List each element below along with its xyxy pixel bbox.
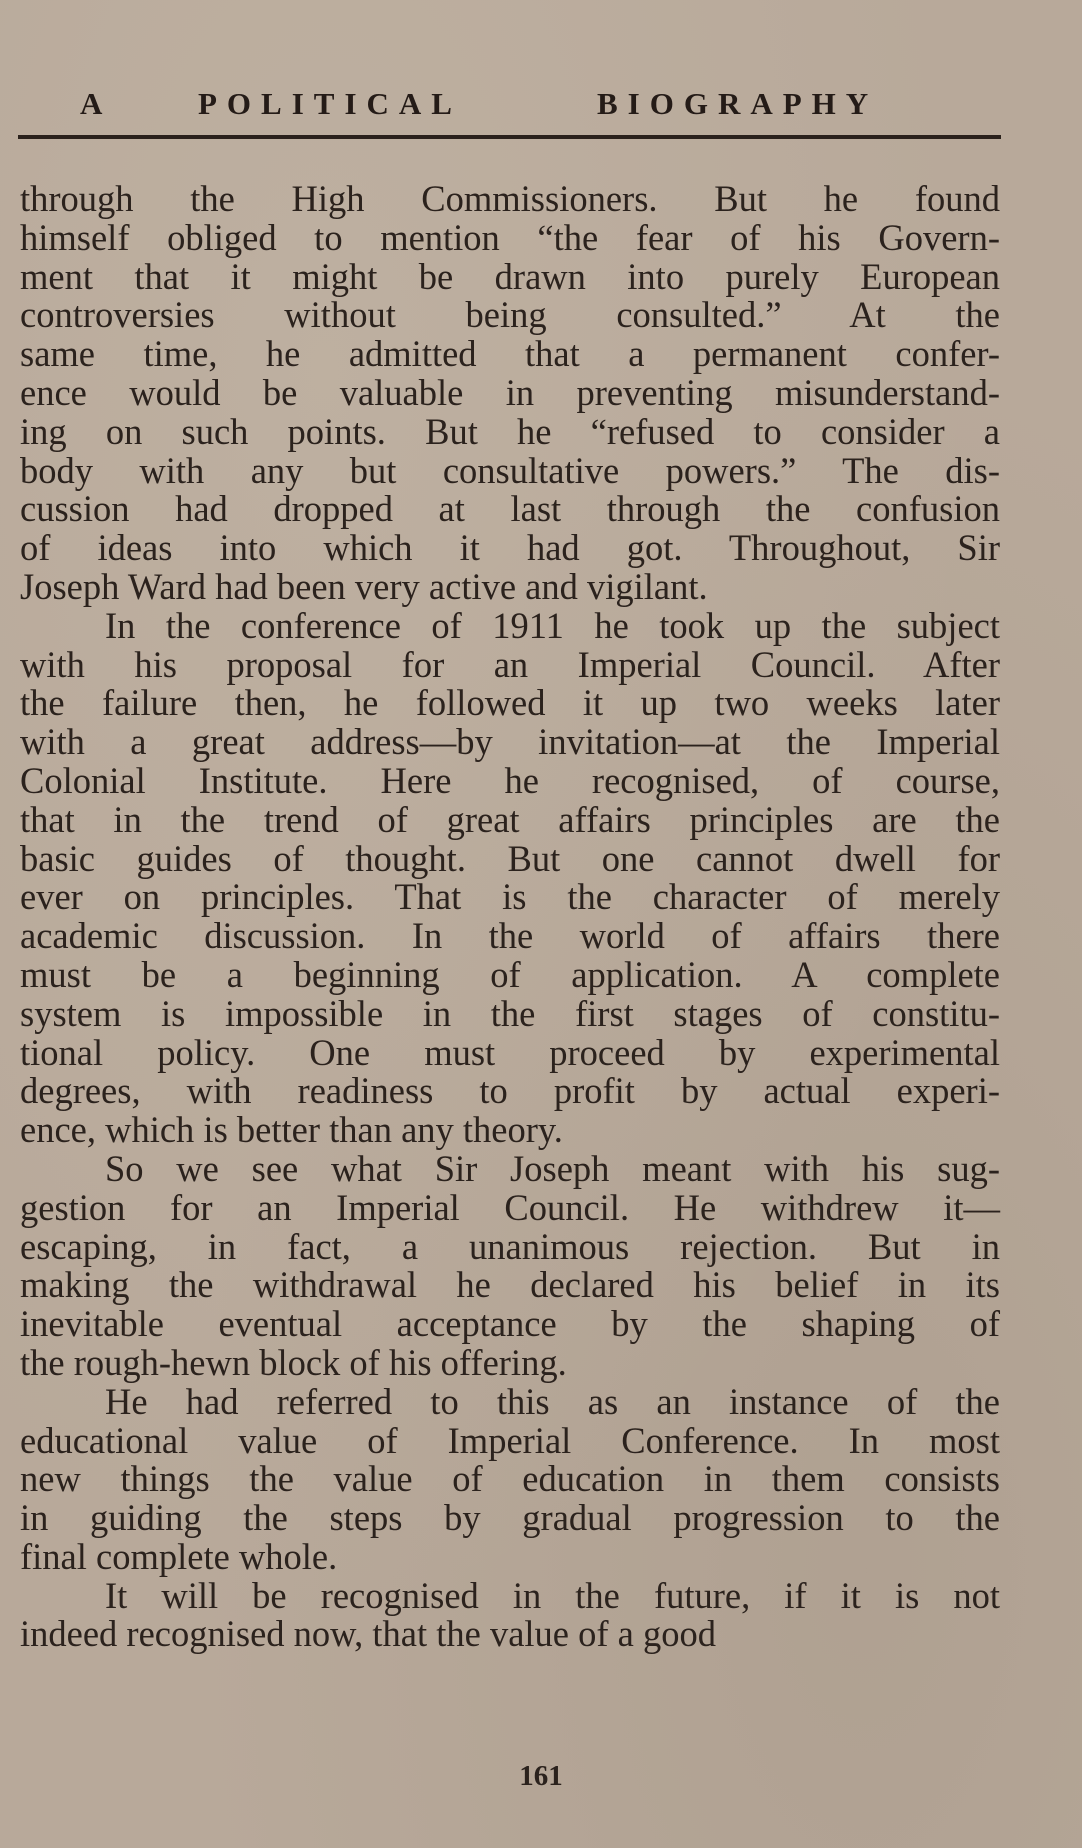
text-line: body with any but consultative powers.” The dis- [20, 449, 1000, 491]
text-line: academic discussion. In the world of affairs there [20, 915, 1000, 957]
paragraph [20, 604, 1000, 1151]
text-line: must be a beginning of application. A complete [20, 953, 1000, 995]
text-line: gestion for an Imperial Council. He withdrew it— [20, 1186, 1000, 1228]
text-line: with a great address—by invitation—at the Imperial [20, 721, 1000, 763]
text-line: with his proposal for an Imperial Council. After [20, 643, 1000, 685]
text-line: the rough-hewn block of his offering. [20, 1341, 567, 1383]
text-line: making the withdrawal he declared his belief in its [20, 1264, 1000, 1306]
text-line: new things the value of education in them consists [20, 1458, 1000, 1500]
text-line: controversies without being consulted.” At the [20, 294, 1000, 336]
header-rule [18, 135, 1001, 139]
text-line: system is impossible in the first stages of constitu- [20, 992, 1000, 1034]
text-line: indeed recognised now, that the value of a good [20, 1613, 716, 1655]
paragraph [20, 1147, 1000, 1383]
text-line: same time, he admitted that a permanent confer- [20, 333, 1000, 375]
text-line: Joseph Ward had been very active and vigilant. [20, 565, 708, 607]
paragraph [20, 180, 1000, 607]
text-line: inevitable eventual acceptance by the shaping of [20, 1303, 1000, 1345]
text-line: ing on such points. But he “refused to consider a [20, 410, 1000, 452]
text-line: ence, which is better than any theory. [20, 1109, 563, 1151]
text-line: degrees, with readiness to profit by actual experi- [20, 1070, 1000, 1112]
text-line: In the conference of 1911 he took up the subject [105, 604, 1000, 646]
text-line: final complete whole. [20, 1535, 338, 1577]
text-line: basic guides of thought. But one cannot dwell for [20, 837, 1000, 879]
text-line: ever on principles. That is the character of merely [20, 876, 1000, 918]
paragraph [20, 1574, 1000, 1655]
text-line: Colonial Institute. Here he recognised, of course, [20, 759, 1000, 801]
text-line: the failure then, he followed it up two weeks later [20, 682, 1000, 724]
text-line: educational value of Imperial Conference. In most [20, 1419, 1000, 1461]
text-line: through the High Commissioners. But he found [20, 178, 1000, 219]
text-line: He had referred to this as an instance of the [105, 1380, 1000, 1422]
page-number: 161 [519, 1760, 563, 1792]
text-line: himself obliged to mention “the fear of his Govern- [20, 216, 1000, 258]
text-line: ment that it might be drawn into purely European [20, 255, 1000, 297]
text-line: escaping, in fact, a unanimous rejection. But in [20, 1225, 1000, 1267]
running-head-word: POLITICAL [198, 86, 462, 121]
text-line: tional policy. One must proceed by experimental [20, 1031, 1000, 1073]
running-head-word: A [80, 86, 113, 121]
body-text [20, 180, 1000, 1654]
text-line: cussion had dropped at last through the confusion [20, 488, 1000, 530]
text-line: So we see what Sir Joseph meant with his sug- [105, 1147, 1000, 1189]
text-line: that in the trend of great affairs principles are the [20, 798, 1000, 840]
running-head-word: BIOGRAPHY [597, 86, 879, 121]
text-line: in guiding the steps by gradual progression to the [20, 1497, 1000, 1539]
text-line: It will be recognised in the future, if it is not [105, 1574, 1000, 1616]
text-line: of ideas into which it had got. Throughout, Sir [20, 527, 1000, 569]
paragraph [20, 1380, 1000, 1577]
text-line: ence would be valuable in preventing misunderstand- [20, 371, 1000, 413]
